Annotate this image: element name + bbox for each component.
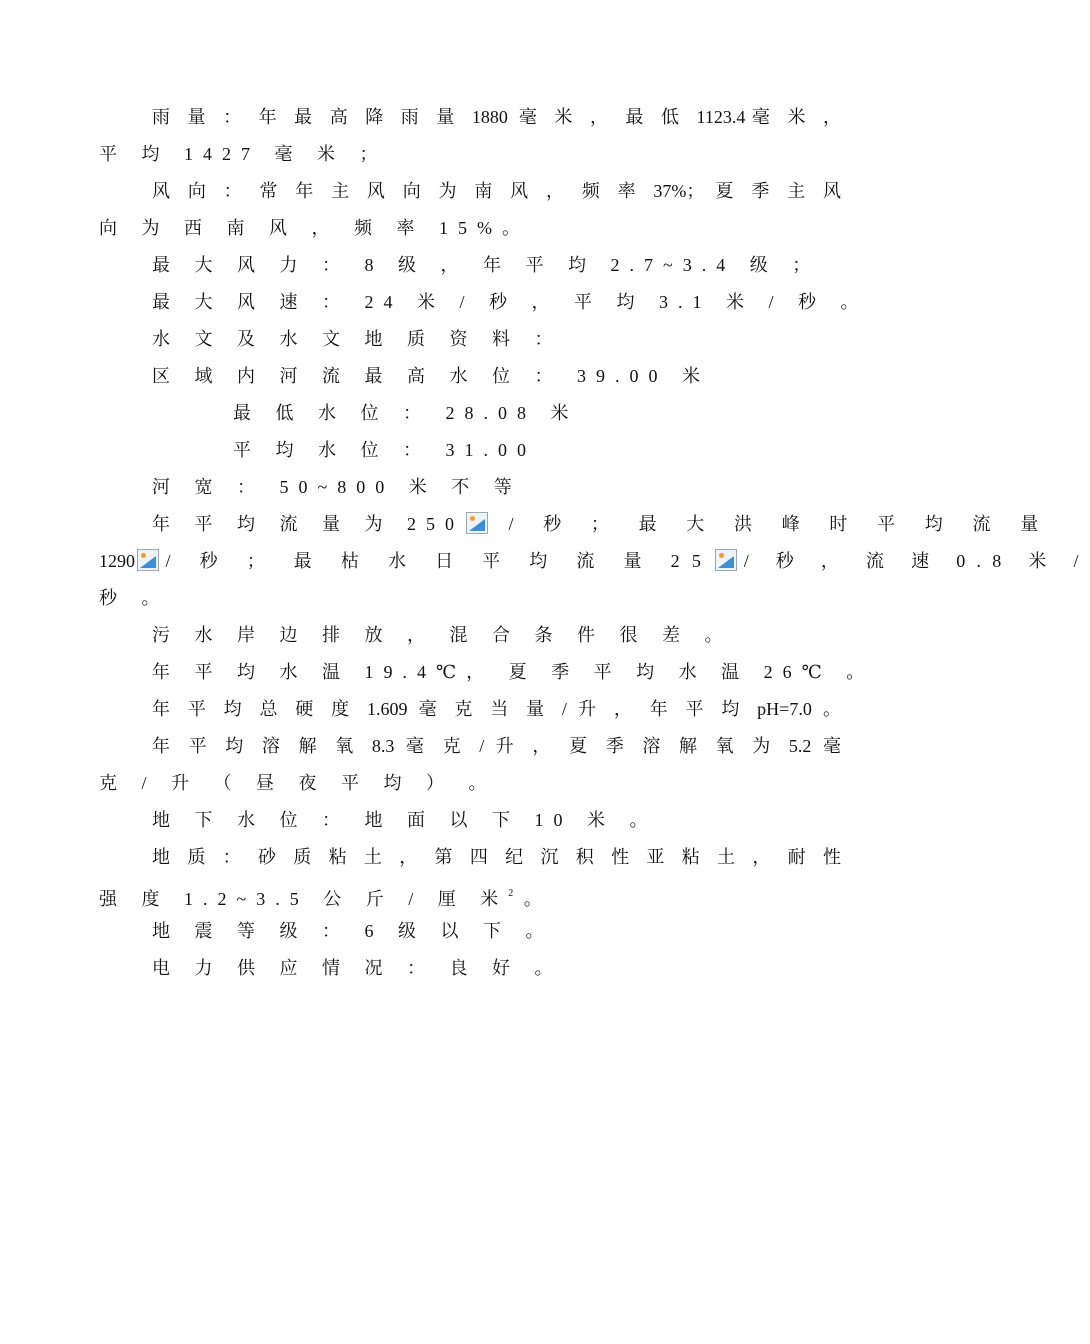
min-water-level-line: 最 低 水 位 ： 28.08 米 bbox=[233, 403, 579, 423]
dissolved-oxygen-line-1: 年 平 均 溶 解 氧 8.3 毫 克 / 升 ， 夏 季 溶 解 氧 为 5.2 毫 bbox=[152, 736, 841, 756]
sewage-line: 污 水 岸 边 排 放 ， 混 合 条 件 很 差 。 bbox=[152, 625, 733, 645]
geology-line-2: 强 度 1.2~3.5 公 斤 / 厘 米$^2$ 。 bbox=[99, 888, 552, 909]
water-temperature-line: 年 平 均 水 温 19.4℃， 夏 季 平 均 水 温 26℃ 。 bbox=[152, 662, 875, 682]
max-water-level-line: 区 域 内 河 流 最 高 水 位 ： 39.00 米 bbox=[152, 366, 710, 386]
flow-line-2: 1290 / 秒 ； 最 枯 水 日 平 均 流 量 25 / 秒 ， 流 速 0.8 米 / bbox=[99, 551, 1090, 571]
cubic-meter-image-icon bbox=[466, 512, 488, 534]
earthquake-level-line: 地 震 等 级 ： 6 级 以 下 。 bbox=[152, 921, 554, 941]
river-width-line: 河 宽 ： 50~800 米 不 等 bbox=[152, 477, 522, 497]
flow-line-1: 年 平 均 流 量 为 250 / 秒 ； 最 大 洪 峰 时 平 均 流 量 bbox=[152, 514, 1051, 534]
wind-force-line: 最 大 风 力 ： 8 级 ， 年 平 均 2.7~3.4 级 ； bbox=[152, 255, 821, 275]
geology-line-1: 地 质 ： 砂 质 粘 土 ， 第 四 纪 沉 积 性 亚 粘 土 ， 耐 性 bbox=[152, 847, 841, 867]
rainfall-line-1: 雨 量 ： 年 最 高 降 雨 量 1880 毫 米 ， 最 低 1123.4毫 米 ， bbox=[152, 107, 841, 127]
cubic-meter-image-icon bbox=[715, 549, 737, 571]
cubic-meter-image-icon bbox=[137, 549, 159, 571]
water-hardness-line: 年 平 均 总 硬 度 1.609 毫 克 当 量 / 升 ， 年 平 均 pH=7.0 。 bbox=[152, 699, 841, 719]
wind-direction-line-1: 风 向 ： 常 年 主 风 向 为 南 风 ， 频 率 37%； 夏 季 主 风 bbox=[152, 181, 841, 201]
avg-water-level-line: 平 均 水 位 ： 31.00 bbox=[233, 440, 536, 460]
rainfall-line-2: 平 均 1427 毫 米 ； bbox=[99, 144, 388, 164]
flow-line-3: 秒 。 bbox=[99, 588, 170, 608]
wind-speed-line: 最 大 风 速 ： 24 米 / 秒 ， 平 均 3.1 米 / 秒 。 bbox=[152, 292, 869, 312]
wind-direction-line-2: 向 为 西 南 风 ， 频 率 15%。 bbox=[99, 218, 530, 238]
dissolved-oxygen-line-2: 克 / 升 （ 昼 夜 平 均 ） 。 bbox=[99, 773, 497, 793]
groundwater-line: 地 下 水 位 ： 地 面 以 下 10 米 。 bbox=[152, 810, 658, 830]
power-supply-line: 电 力 供 应 情 况 ： 良 好 。 bbox=[152, 958, 563, 978]
superscript-2: 2 bbox=[508, 888, 514, 899]
hydrology-heading: 水 文 及 水 文 地 质 资 料 ： bbox=[152, 329, 563, 349]
